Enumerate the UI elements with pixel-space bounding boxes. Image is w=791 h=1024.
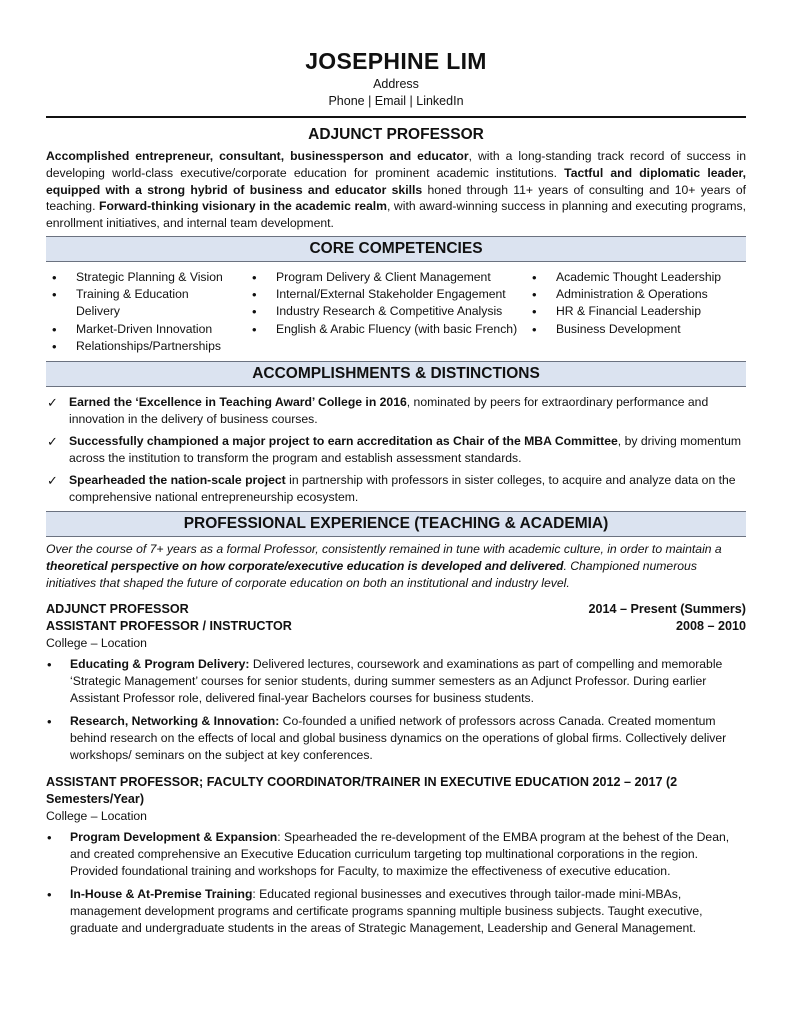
competency-grid bbox=[46, 269, 746, 355]
role-location: College – Location bbox=[46, 809, 147, 823]
accomplishment-bold: Earned the ‘Excellence in Teaching Award’ College in 2016 bbox=[69, 395, 407, 409]
accomplishment-bold: Successfully championed a major project to earn accreditation as Chair of the MBA Committee bbox=[69, 434, 618, 448]
accomplishment-item bbox=[46, 394, 746, 428]
competency-column bbox=[526, 269, 746, 355]
role-title-row bbox=[46, 618, 746, 635]
role-dates: 2008 – 2010 bbox=[675, 619, 746, 633]
checkmark-icon: ✓ bbox=[47, 395, 58, 410]
summary-text: , with a long-standing track record of success in developing world-class executive/corporate education for prominent academic institutions. bbox=[46, 149, 746, 180]
section-heading-accomplishments: ACCOMPLISHMENTS & DISTINCTIONS bbox=[46, 361, 746, 387]
competency-item: • Academic Thought Leadership bbox=[526, 269, 746, 286]
intro-text: . Championed numerous initiatives that shaped the future of corporate education on both an institutional and industry level. bbox=[46, 559, 697, 590]
candidate-name: JOSEPHINE LIM bbox=[305, 48, 487, 74]
competency-column bbox=[46, 269, 246, 355]
accomplishment-text: , by driving momentum across the institution to transform the program and establish assessment standards. bbox=[69, 434, 742, 465]
role-block bbox=[46, 774, 746, 937]
competency-item: • Strategic Planning & Vision bbox=[46, 269, 246, 286]
section-heading-core-competencies: CORE COMPETENCIES bbox=[46, 236, 746, 262]
bullet-text: : Spearheaded the re-development of the EMBA program at the behest of the Dean, and created comprehensive an Executive Education curriculum targeting top multinational corporations in the region. Provided foundational training and workshops for Faculty, to maximize the effectiveness of executive education. bbox=[70, 830, 730, 878]
bullet-bold: Program Development & Expansion bbox=[70, 830, 278, 844]
competency-item: • Industry Research & Competitive Analysis bbox=[246, 303, 526, 320]
competency-item: • Training & Education Delivery bbox=[46, 286, 246, 320]
competency-item: • Program Delivery & Client Management bbox=[246, 269, 526, 286]
accomplishment-list bbox=[46, 394, 746, 506]
checkmark-icon: ✓ bbox=[47, 473, 58, 488]
job-title: ADJUNCT PROFESSOR bbox=[308, 126, 484, 143]
competency-item: • English & Arabic Fluency (with basic French) bbox=[246, 321, 526, 338]
contact-line: Phone | Email | LinkedIn bbox=[328, 94, 464, 108]
role-title-row bbox=[46, 774, 746, 808]
summary-text: , with award-winning success in planning and executing programs, enrollment initiatives, and internal team development. bbox=[46, 199, 746, 231]
bullet-bold: Educating & Program Delivery: bbox=[70, 657, 250, 671]
bullet-bold: Research, Networking & Innovation: bbox=[70, 714, 280, 728]
summary-bold: Tactful and diplomatic leader, equipped with a strong hybrid of business and educator skills bbox=[46, 165, 746, 197]
summary-text: honed through 11+ years of consulting and 10+ years of teaching. bbox=[46, 182, 746, 214]
competency-item: • HR & Financial Leadership bbox=[526, 303, 746, 320]
competency-item: • Relationships/Partnerships bbox=[46, 338, 246, 355]
role-bullet-list bbox=[46, 656, 746, 764]
accomplishment-bold: Spearheaded the nation-scale project bbox=[69, 473, 286, 487]
role-block bbox=[46, 601, 746, 764]
role-bullet bbox=[46, 713, 746, 764]
address-line: Address bbox=[373, 77, 419, 91]
header-divider bbox=[46, 116, 746, 118]
accomplishment-item bbox=[46, 433, 746, 467]
role-title: ASSISTANT PROFESSOR / INSTRUCTOR bbox=[46, 619, 292, 633]
summary-bold: Accomplished entrepreneur, consultant, businessperson and educator bbox=[46, 149, 469, 163]
accomplishment-text: , nominated by peers for extraordinary performance and innovation in the delivery of business courses. bbox=[69, 395, 709, 426]
role-bullet-list bbox=[46, 829, 746, 937]
role-bullet bbox=[46, 886, 746, 937]
role-title-row bbox=[46, 601, 746, 618]
competency-item: • Internal/External Stakeholder Engagement bbox=[246, 286, 526, 303]
accomplishment-text: in partnership with professors in sister colleges, to acquire and analyze data on the comprehensive national entrepreneurship ecosystem. bbox=[69, 473, 736, 504]
accomplishment-item bbox=[46, 472, 746, 506]
section-heading-experience: PROFESSIONAL EXPERIENCE (TEACHING & ACADEMIA) bbox=[46, 511, 746, 537]
intro-text: Over the course of 7+ years as a formal Professor, consistently remained in tune with academic culture, in order to maintain a bbox=[46, 542, 722, 556]
resume-page bbox=[46, 46, 746, 943]
bullet-text: Co-founded a unified network of professors across Canada. Created momentum behind research on the effects of local and global business dynamics on the operations of global firms. Collectively deliver workshops/ seminars on the subject at key conferences. bbox=[70, 714, 727, 762]
competency-column bbox=[246, 269, 526, 355]
competency-item: • Business Development bbox=[526, 321, 746, 338]
role-location: College – Location bbox=[46, 636, 147, 650]
role-bullet bbox=[46, 829, 746, 880]
competency-item: • Administration & Operations bbox=[526, 286, 746, 303]
checkmark-icon: ✓ bbox=[47, 434, 58, 449]
experience-intro bbox=[46, 541, 746, 592]
role-title: ASSISTANT PROFESSOR; FACULTY COORDINATOR/TRAINER IN EXECUTIVE EDUCATION 2012 – 2017 (2 Semesters/Year) bbox=[46, 775, 678, 806]
summary-paragraph bbox=[46, 148, 746, 232]
bullet-bold: In-House & At-Premise Training bbox=[70, 887, 253, 901]
summary-bold: Forward-thinking visionary in the academic realm bbox=[99, 199, 387, 214]
intro-bold: theoretical perspective on how corporate/executive education is developed and delivered bbox=[46, 559, 564, 573]
role-dates: 2014 – Present (Summers) bbox=[588, 602, 746, 616]
bullet-text: : Educated regional businesses and executives through tailor-made mini-MBAs, management development programs and certificate programs spanning multiple business subjects. Taught executive, graduate and undergraduate students in the areas of Strategic Management, Leadership and General Management. bbox=[70, 887, 703, 935]
bullet-text: Delivered lectures, coursework and examinations as part of compelling and memorable ‘Strategic Management’ courses for senior students, during summer semesters as an Adjunct Professor. During earlier Assistant Professor role, delivered final-year Bachelors courses for business students. bbox=[70, 657, 723, 705]
role-title: ADJUNCT PROFESSOR bbox=[46, 602, 189, 616]
competency-item: • Market-Driven Innovation bbox=[46, 321, 246, 338]
role-bullet bbox=[46, 656, 746, 707]
